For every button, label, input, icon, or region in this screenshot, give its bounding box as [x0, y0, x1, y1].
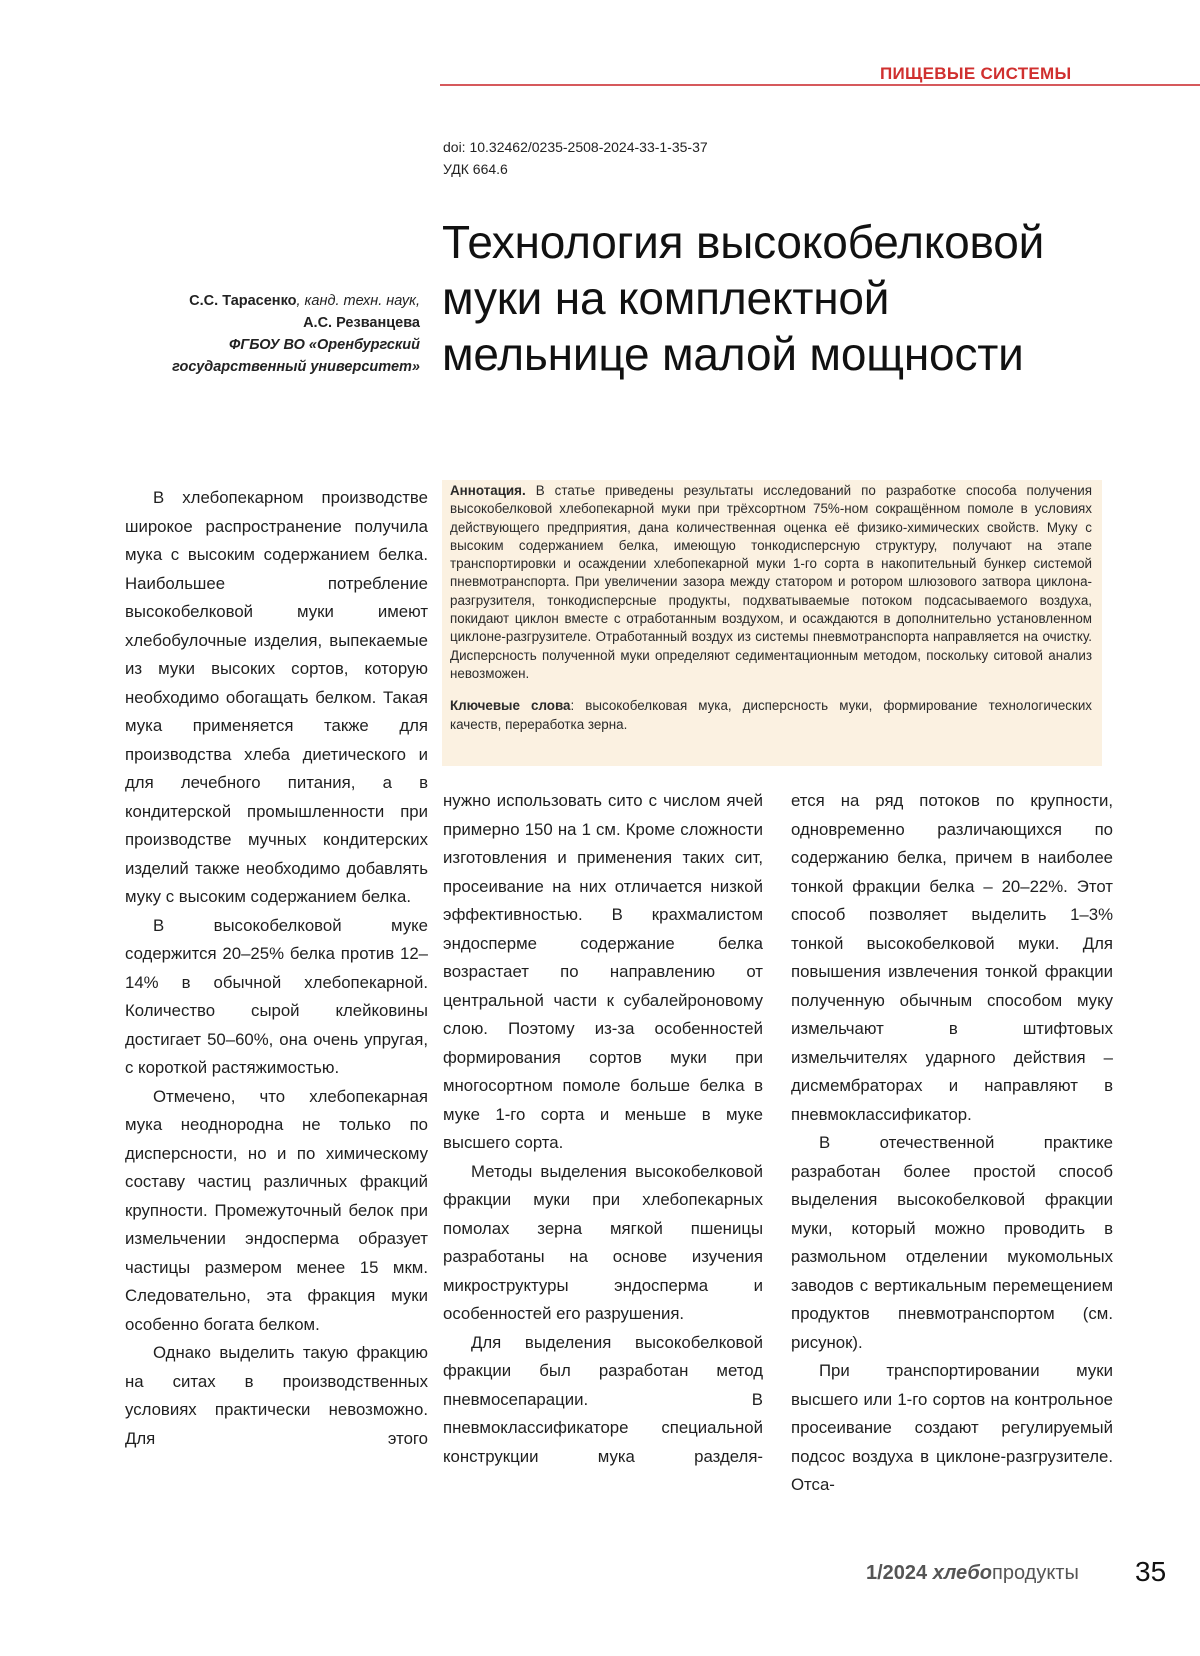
title-line-1: Технология высокобелковой	[442, 216, 1045, 268]
paragraph: В высокобелковой муке содержится 20–25% белка против 12–14% в обычной хлебопекарной. Количество сырой клейковины достигает 50–60%, она очень упругая, с короткой растяжимостью.	[125, 915, 428, 1077]
issue-number: 1/2024	[866, 1562, 928, 1584]
author-2-name: А.С. Резванцева	[303, 315, 420, 331]
affiliation-line-2: государственный университет»	[172, 359, 420, 375]
section-label: ПИЩЕВЫЕ СИСТЕМЫ	[880, 64, 1072, 83]
paragraph: ется на ряд потоков по крупности, одновременно различающихся по содержанию белка, причем в наиболее тонкой фракции белка – 20–22%. Этот способ позволяет выделить 1–3% тонкой высокобелковой муки. Для повышения извлечения тонкой фракции полученную обычным способом муку измельчают в штифтовых измельчителях ударного действия – дисмембраторах и направляют в пневмоклассификатор.	[791, 791, 1113, 1124]
keywords-block	[450, 697, 1092, 734]
keywords-text: : высокобелковая мука, дисперсность муки, формирование технологических качеств, переработка зерна.	[450, 698, 1092, 732]
abstract-box	[442, 480, 1102, 766]
abstract-text-block	[450, 482, 1092, 683]
article-title	[442, 214, 1200, 382]
author-block	[100, 290, 420, 378]
body-column-3	[791, 787, 1113, 1500]
paragraph: Методы выделения высокобелковой фракции муки при хлебопекарных помолах зерна мягкой пшеницы разработаны на основе изучения микроструктуры эндосперма и особенностей его разрушения.	[443, 1161, 763, 1323]
journal-name-rest: продукты	[992, 1562, 1079, 1584]
title-line-3: мельнице малой мощности	[442, 328, 1024, 380]
doi-line: doi: 10.32462/0235-2508-2024-33-1-35-37	[443, 139, 708, 155]
paragraph: Однако выделить такую фракцию на ситах в производственных условиях практически невозможно. Для этого	[125, 1343, 428, 1448]
abstract-label: Аннотация.	[450, 483, 526, 498]
page-number: 35	[1135, 1556, 1167, 1587]
article-meta	[443, 136, 708, 180]
title-line-2: муки на комплектной	[442, 272, 890, 324]
abstract-text: В статье приведены результаты исследований по разработке способа получения высокобелковой хлебопекарной муки при трёхсортном 75%-ном сокращённом помоле в условиях действующего предприятия, дана количественная оценка её физико-химических свойств. Муку с высоким содержанием белка, имеющую тонкодисперсную структуру, получают на этапе транспортировки и осаждении хлебопекарной муки 1-го сорта в накопительный бункер системой пневмотранспорта. При увеличении зазора между статором и ротором шлюзового затвора циклона-разгрузителя, тонкодисперсные продукты, подхватываемые потоком подсасываемого воздуха, покидают циклон вместе с отработанным воздухом, и осаждаются в дополнительно установленном циклоне-разгрузителе. Отработанный воздух из системы пневмотранспорта направляется на очистку. Дисперсность полученной муки определяют седиментационным методом, поскольку ситовой анализ невозможен.	[450, 483, 1092, 681]
keywords-label: Ключевые слова	[450, 698, 571, 714]
paragraph: В хлебопекарном производстве широкое распространение получила мука с высоким содержанием белка. Наибольшее потребление высокобелковой муки имеют хлебобулочные изделия, выпекаемые из муки высоких сортов, которую необходимо обогащать белком. Такая мука применяется также для производства хлеба диетического и для лечебного питания, а в кондитерской промышленности при производстве мучных кондитерских изделий также необходимо добавлять муку с высоким содержанием белка.	[125, 488, 428, 906]
section-divider	[440, 84, 1200, 86]
body-column-2	[443, 787, 763, 1471]
paragraph: Отмечено, что хлебопекарная мука неоднородна не только по дисперсности, но и по химическому составу частиц различных фракций крупности. Промежуточный белок при измельчении эндосперма образует частицы размером менее 15 мкм. Следовательно, эта фракция муки особенно богата белком.	[125, 1086, 428, 1334]
body-column-1	[125, 484, 428, 1453]
journal-footer	[866, 1562, 1079, 1585]
paragraph: Для выделения высокобелковой фракции был разработан метод пневмосепарации. В пневмоклассификаторе специальной конструкции мука разделя-	[443, 1332, 763, 1466]
author-1-name: С.С. Тарасенко	[189, 293, 297, 309]
affiliation-line-1: ФГБОУ ВО «Оренбургский	[229, 337, 420, 353]
author-1-degree: , канд. техн. наук,	[296, 293, 420, 309]
paragraph: В отечественной практике разработан более простой способ выделения высокобелковой фракции муки, который можно проводить в размольном отделении мукомольных заводов с вертикальным перемещением продуктов пневмотранспортом (см. рисунок).	[791, 1133, 1113, 1352]
paragraph: нужно использовать сито с числом ячей примерно 150 на 1 см. Кроме сложности изготовления и применения таких сит, просеивание на них отличается низкой эффективностью. В крахмалистом эндосперме содержание белка возрастает по направлению от центральной части к субалейроновому слою. Поэтому из-за особенностей формирования сортов муки при многосортном помоле больше белка в муке 1-го сорта и меньше в муке высшего сорта.	[443, 791, 763, 1152]
journal-name-bold: хлебо	[932, 1562, 993, 1584]
paragraph: При транспортировании муки высшего или 1-го сортов на контрольное просеивание создают регулируемый подсос воздуха в циклоне-разгрузителе. Отса-	[791, 1361, 1113, 1494]
udc-line: УДК 664.6	[443, 161, 508, 177]
